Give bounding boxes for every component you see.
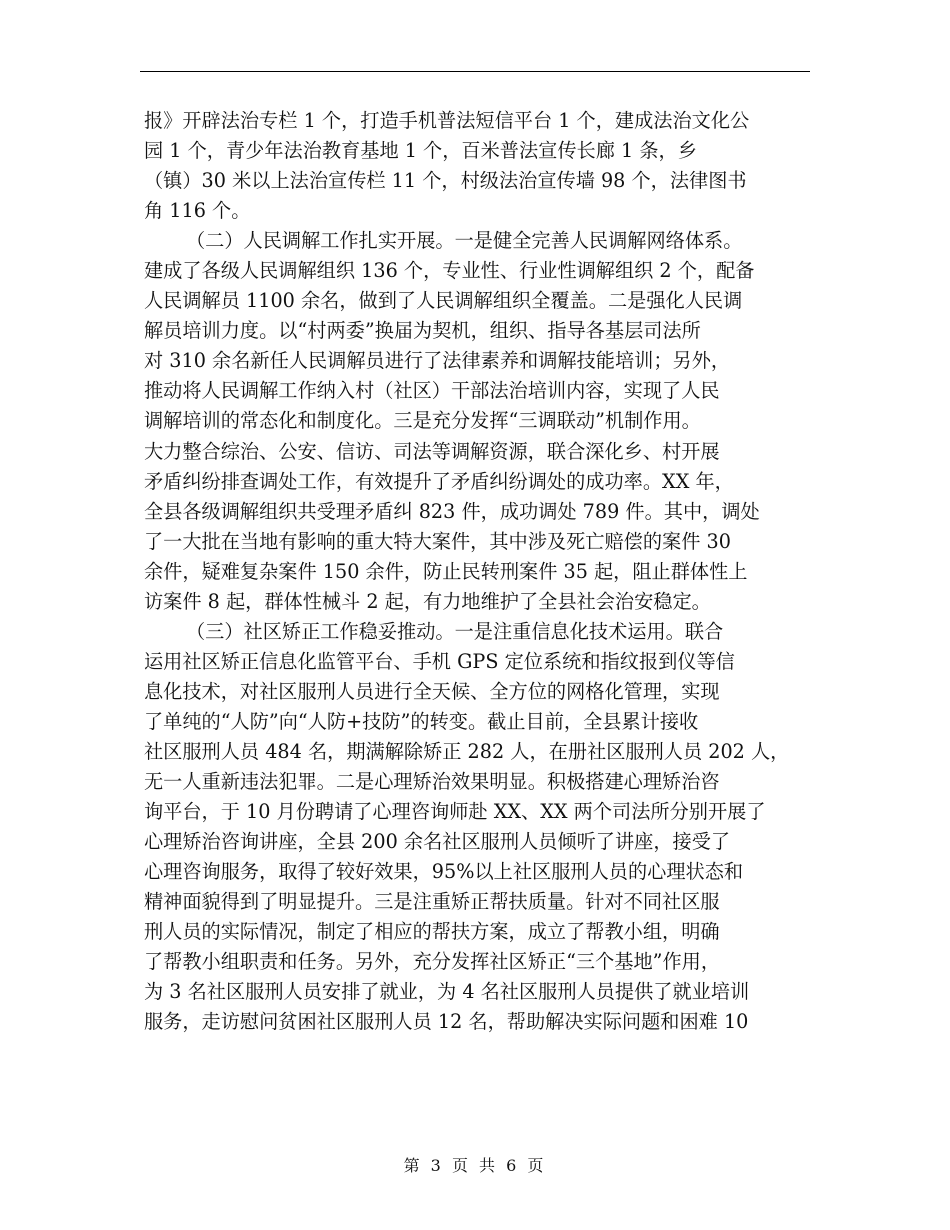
text-line: 报》开辟法治专栏 1 个，打造手机普法短信平台 1 个，建成法治文化公	[144, 109, 750, 132]
text-line: 了帮教小组职责和任务。另外，充分发挥社区矫正“三个基地”作用，	[144, 950, 721, 974]
text-line: 了一大批在当地有影响的重大特大案件，其中涉及死亡赔偿的案件 30	[144, 529, 731, 553]
text-line: 余件，疑难复杂案件 150 余件，防止民转刑案件 35 起，阻止群体性上	[144, 559, 748, 583]
text-line: 访案件 8 起，群体性械斗 2 起，有力地维护了全县社会治安稳定。	[144, 589, 711, 613]
text-line: 了单纯的“人防”向“人防+技防”的转变。截止目前，全县累计接收	[144, 709, 699, 733]
section-heading-line: （三）社区矫正工作稳妥推动。一是注重信息化技术运用。联合	[186, 619, 724, 643]
text-line: 服务，走访慰问贫困社区服刑人员 12 名，帮助解决实际问题和困难 10	[144, 1010, 749, 1034]
text-line: 矛盾纠纷排查调处工作，有效提升了矛盾纠纷调处的成功率。XX 年，	[144, 469, 734, 493]
text-line: 角 116 个。	[144, 199, 251, 223]
text-line: 推动将人民调解工作纳入村（社区）干部法治培训内容，实现了人民	[144, 379, 720, 403]
text-line: 建成了各级人民调解组织 136 个，专业性、行业性调解组织 2 个，配备	[144, 259, 755, 283]
section-heading-line: （二）人民调解工作扎实开展。一是健全完善人民调解网络体系。	[186, 229, 743, 253]
body-text	[144, 106, 810, 1037]
text-line: 精神面貌得到了明显提升。三是注重矫正帮扶质量。针对不同社区服	[144, 890, 720, 914]
text-line: 解员培训力度。以“村两委”换届为契机，组织、指导各基层司法所	[144, 319, 701, 343]
text-line: 全县各级调解组织共受理矛盾纠 823 件，成功调处 789 件。其中，调处	[144, 499, 760, 523]
text-line: 为 3 名社区服刑人员安排了就业，为 4 名社区服刑人员提供了就业培训	[144, 980, 750, 1004]
text-line: 刑人员的实际情况，制定了相应的帮扶方案，成立了帮教小组，明确	[144, 920, 720, 944]
text-line: （镇）30 米以上法治宣传栏 11 个，村级法治宣传墙 98 个，法律图书	[144, 169, 747, 193]
text-line: 人民调解员 1100 余名，做到了人民调解组织全覆盖。二是强化人民调	[144, 289, 743, 313]
text-line: 无一人重新违法犯罪。二是心理矫治效果明显。积极搭建心理矫治咨	[144, 770, 720, 794]
text-line: 社区服刑人员 484 名，期满解除矫正 282 人，在册社区服刑人员 202 人，	[144, 739, 790, 763]
text-line: 心理咨询服务，取得了较好效果，95%以上社区服刑人员的心理状态和	[144, 860, 744, 884]
text-line: 对 310 余名新任人民调解员进行了法律素养和调解技能培训；另外，	[144, 349, 731, 373]
text-line: 园 1 个，青少年法治教育基地 1 个，百米普法宣传长廊 1 条，乡	[144, 139, 697, 163]
text-line: 调解培训的常态化和制度化。三是充分发挥“三调联动”机制作用。	[144, 409, 701, 433]
text-line: 心理矫治咨询讲座，全县 200 余名社区服刑人员倾听了讲座，接受了	[144, 830, 731, 854]
text-line: 大力整合综治、公安、信访、司法等调解资源，联合深化乡、村开展	[144, 439, 720, 463]
text-line: 运用社区矫正信息化监管平台、手机 GPS 定位系统和指纹报到仪等信	[144, 649, 735, 673]
text-line: 息化技术，对社区服刑人员进行全天候、全方位的网格化管理，实现	[144, 679, 720, 703]
header-rule	[140, 71, 810, 72]
text-line: 询平台，于 10 月份聘请了心理咨询师赴 XX、XX 两个司法所分别开展了	[144, 800, 766, 824]
page-number-footer: 第 3 页 共 6 页	[403, 1156, 547, 1175]
